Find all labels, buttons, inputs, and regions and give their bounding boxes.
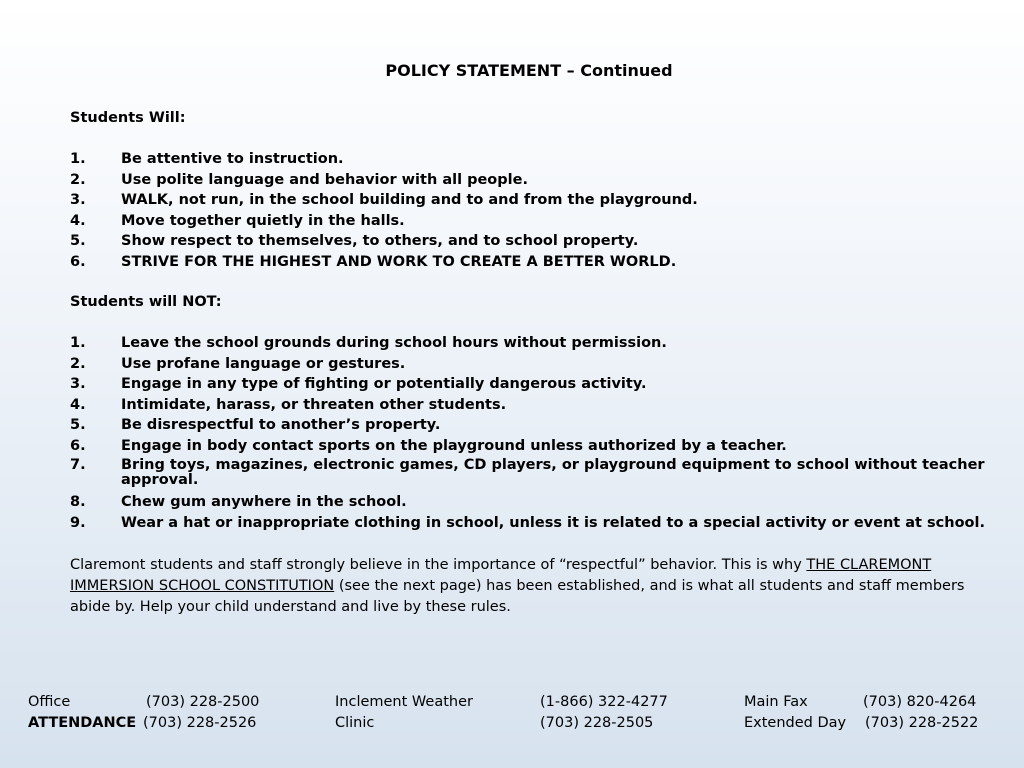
item-number: 5. <box>70 233 86 249</box>
list-item <box>70 374 990 395</box>
list-item <box>70 436 990 457</box>
list-item <box>70 190 698 211</box>
item-number: 5. <box>70 417 86 433</box>
list-item <box>70 170 698 191</box>
constitution-link[interactable]: THE CLAREMONT IMMERSION SCHOOL CONSTITUTION <box>70 557 932 594</box>
item-text: Use polite language and behavior with all people. <box>121 171 528 188</box>
list-item <box>70 492 990 513</box>
item-text: Use profane language or gestures. <box>121 355 406 372</box>
extended-day-phone: (703) 228-2522 <box>865 715 979 731</box>
item-number: 3. <box>70 376 86 392</box>
item-number: 6. <box>70 437 86 454</box>
item-number: 9. <box>70 514 86 531</box>
footer-row <box>28 713 1008 734</box>
inclement-weather-label: Inclement Weather <box>335 694 473 710</box>
item-text: Engage in body contact sports on the playground unless authorized by a teacher. <box>121 437 787 454</box>
item-text: Be attentive to instruction. <box>121 151 344 167</box>
item-text: Engage in any type of fighting or potentially dangerous activity. <box>121 376 647 392</box>
main-fax-phone: (703) 820-4264 <box>863 694 977 710</box>
item-number: 6. <box>70 253 86 270</box>
item-text: Be disrespectful to another’s property. <box>121 417 441 433</box>
respect-paragraph <box>70 555 990 618</box>
students-will-not-list <box>70 333 990 533</box>
students-will-list <box>70 149 698 272</box>
item-number: 1. <box>70 335 86 351</box>
extended-day-label: Extended Day <box>744 715 847 731</box>
item-text: Move together quietly in the halls. <box>121 212 405 229</box>
item-text: WALK, not run, in the school building and to and from the playground. <box>121 192 698 208</box>
item-text: Bring toys, magazines, electronic games, CD players, or playground equipment to school without teacher approval. <box>121 457 985 488</box>
item-number: 3. <box>70 192 86 208</box>
inclement-weather-phone: (1-866) 322-4277 <box>540 694 668 710</box>
list-item <box>70 456 990 492</box>
paragraph-text-start: Claremont students and staff strongly believe in the importance of “respectful” behavior. This is why <box>70 557 807 573</box>
list-item <box>70 513 990 534</box>
item-text: Intimidate, harass, or threaten other students. <box>121 396 507 413</box>
item-text: STRIVE FOR THE HIGHEST AND WORK TO CREATE A BETTER WORLD. <box>121 253 677 270</box>
attendance-label: ATTENDANCE <box>28 715 137 731</box>
list-item <box>70 395 990 416</box>
list-item <box>70 354 990 375</box>
list-item <box>70 231 698 252</box>
page-title: POLICY STATEMENT – Continued <box>385 61 673 80</box>
attendance-phone: (703) 228-2526 <box>143 715 257 731</box>
list-item <box>70 211 698 232</box>
list-item <box>70 415 990 436</box>
item-number: 2. <box>70 171 86 188</box>
item-number: 4. <box>70 212 86 229</box>
item-number: 8. <box>70 494 86 510</box>
item-text: Leave the school grounds during school hours without permission. <box>121 335 667 351</box>
item-number: 2. <box>70 355 86 372</box>
item-text: Chew gum anywhere in the school. <box>121 494 407 510</box>
list-item <box>70 149 698 170</box>
item-number: 7. <box>70 457 86 473</box>
office-label: Office <box>28 694 71 710</box>
students-will-heading: Students Will: <box>70 110 186 126</box>
main-fax-label: Main Fax <box>744 694 808 710</box>
office-phone: (703) 228-2500 <box>146 694 260 710</box>
clinic-phone: (703) 228-2505 <box>540 715 654 731</box>
footer-row <box>28 692 1008 713</box>
item-text: Wear a hat or inappropriate clothing in school, unless it is related to a special activity or event at school. <box>121 514 985 531</box>
item-text: Show respect to themselves, to others, and to school property. <box>121 233 639 249</box>
clinic-label: Clinic <box>335 715 375 731</box>
list-item <box>70 333 990 354</box>
contact-footer <box>28 692 1008 734</box>
item-number: 1. <box>70 151 86 167</box>
item-number: 4. <box>70 396 86 413</box>
list-item <box>70 252 698 273</box>
students-will-not-heading: Students will NOT: <box>70 294 222 310</box>
paragraph-text-end: (see the next page) has been established, and is what all students and staff members abide by. Help your child understand and live by these rules. <box>70 578 965 615</box>
